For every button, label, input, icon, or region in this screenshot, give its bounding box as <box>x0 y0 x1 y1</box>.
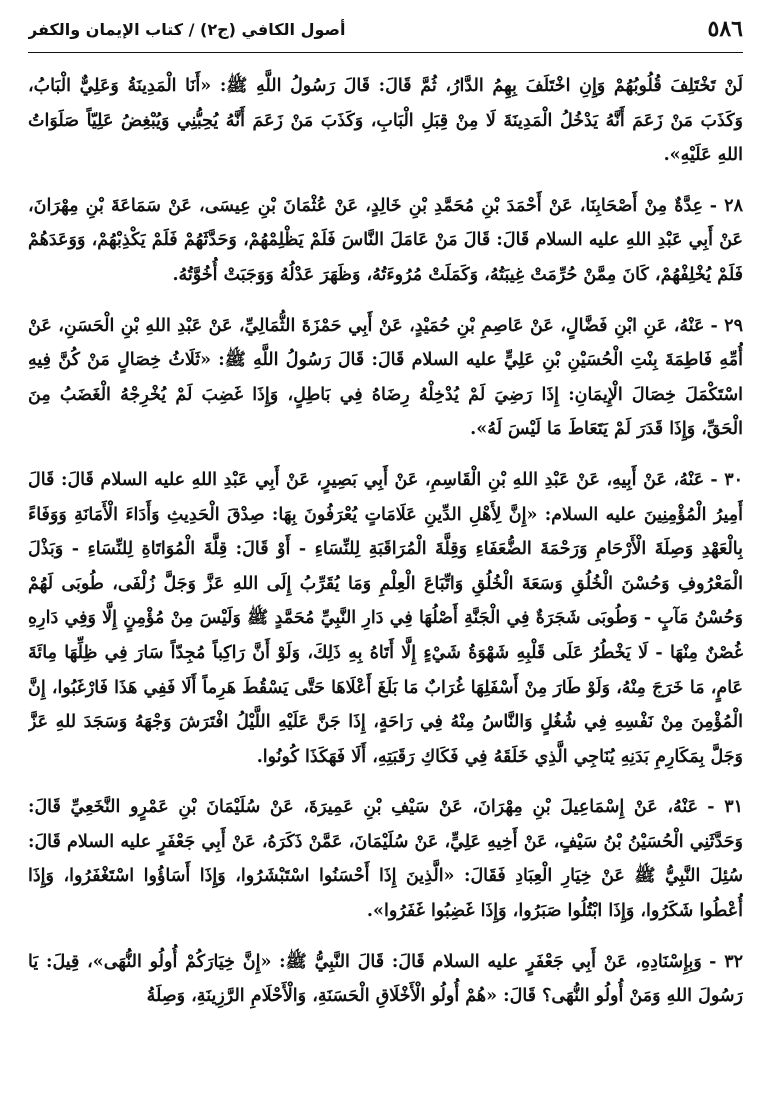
hadith-number: ٣٠ - <box>710 469 743 490</box>
hadith-28 <box>28 189 743 293</box>
book-page <box>28 8 743 1108</box>
hadith-31 <box>28 790 743 928</box>
paragraph-text: وَبِإِسْنَادِهِ، عَنْ أَبِي جَعْفَرٍ عليه السلام قَالَ: قَالَ النَّبِيُّ ﷺ: «إِنَّ خِيَارَكُمْ أُولُو النُّهَى»، قِيلَ: يَا رَسُولَ اللهِ وَمَنْ أُولُو النُّهَى؟ قَالَ: «هُمْ أُولُو الْأَخْلَاقِ الْحَسَنَةِ، وَالْأَحْلَامِ الرَّزِينَةِ، وَصِلَةُ <box>28 951 743 1007</box>
hadith-30 <box>28 463 743 774</box>
paragraph-text: لَنْ تَخْتَلِفَ قُلُوبُهُمْ وَإِنِ اخْتَلَفَ بِهِمُ الدَّارُ، ثُمَّ قَالَ: قَالَ رَسُولُ اللَّهِ ﷺ: «أَنَا الْمَدِينَةُ وَعَلِيٌّ الْبَابُ، وَكَذَبَ مَنْ زَعَمَ أَنَّهُ يَدْخُلُ الْمَدِينَةَ لَا مِنْ قِبَلِ الْبَابِ، وَكَذَبَ مَنْ زَعَمَ أَنَّهُ يُحِبُّنِي وَيُبْغِضُ عَلِيّاً صَلَوَاتُ اللهِ عَلَيْهِ». <box>28 76 743 166</box>
paragraph-text: عَنْهُ، عَنْ إِسْمَاعِيلَ بْنِ مِهْرَانَ، عَنْ سَيْفِ بْنِ عَمِيرَةَ، عَنْ سُلَيْمَانَ بْنِ عَمْرٍو النَّخَعِيِّ قَالَ: وَحَدَّثَنِي الْحُسَيْنُ بْنُ سَيْفٍ، عَنْ أَخِيهِ عَلِيٍّ، عَنْ سُلَيْمَانَ، عَمَّنْ ذَكَرَهُ، عَنْ أَبِي جَعْفَرٍ عليه السلام قَالَ: سُئِلَ النَّبِيُّ ﷺ عَنْ خِيَارِ الْعِبَادِ فَقَالَ: «الَّذِينَ إِذَا أَحْسَنُوا اسْتَبْشَرُوا، وَإِذَا أَسَاؤُوا اسْتَغْفَرُوا، وَإِذَا أُعْطُوا شَكَرُوا، وَإِذَا ابْتُلُوا صَبَرُوا، وَإِذَا غَضِبُوا غَفَرُوا». <box>28 797 743 922</box>
page-number: ٥٨٦ <box>707 16 743 42</box>
running-title: أصول الكافي (ج٢) / كتاب الإيمان والكفر <box>28 20 346 39</box>
hadith-32 <box>28 945 743 1014</box>
hadith-29 <box>28 309 743 447</box>
hadith-number: ٢٩ - <box>710 315 743 336</box>
paragraph-continuation <box>28 69 743 173</box>
paragraph-text: عِدَّةٌ مِنْ أَصْحَابِنَا، عَنْ أَحْمَدَ بْنِ مُحَمَّدِ بْنِ خَالِدٍ، عَنْ عُثْمَانَ بْنِ عِيسَى، عَنْ سَمَاعَةَ بْنِ مِهْرَانَ، عَنْ أَبِي عَبْدِ اللهِ عليه السلام قَالَ: قَالَ مَنْ عَامَلَ النَّاسَ فَلَمْ يَظْلِمْهُمْ، وَحَدَّثَهُمْ فَلَمْ يَكْذِبْهُمْ، وَوَعَدَهُمْ فَلَمْ يُخْلِفْهُمْ، كَانَ مِمَّنْ حُرِّمَتْ غِيبَتُهُ، وَكَمَلَتْ مُرُوءَتُهُ، وَظَهَرَ عَدْلُهُ وَوَجَبَتْ أُخُوَّتُهُ. <box>28 195 743 285</box>
page-body <box>28 69 743 1014</box>
paragraph-text: عَنْهُ، عَنْ أَبِيهِ، عَنْ عَبْدِ اللهِ بْنِ الْقَاسِمِ، عَنْ أَبِي بَصِيرٍ، عَنْ أَبِي عَبْدِ اللهِ عليه السلام قَالَ: قَالَ أَمِيرُ الْمُؤْمِنِينَ عليه السلام: «إِنَّ لِأَهْلِ الدِّينِ عَلَامَاتٍ يُعْرَفُونَ بِهَا: صِدْقَ الْحَدِيثِ وَأَدَاءَ الْأَمَانَةِ وَوَفَاءً بِالْعَهْدِ وَصِلَةَ الْأَرْحَامِ وَرَحْمَةَ الضُّعَفَاءِ وَقِلَّةَ الْمُرَاقَبَةِ لِلنِّسَاءِ - أَوْ قَالَ: قِلَّةَ الْمُوَاتَاةِ لِلنِّسَاءِ - وَبَذْلَ الْمَعْرُوفِ وَحُسْنَ الْخُلُقِ وَسَعَةَ الْخُلُقِ وَاتِّبَاعَ الْعِلْمِ وَمَا يُقَرِّبُ إِلَى اللهِ عَزَّ وَجَلَّ زُلْفَى، طُوبَى لَهُمْ وَحُسْنُ مَآبٍ - وَطُوبَى شَجَرَةٌ فِي الْجَنَّةِ أَصْلُهَا فِي دَارِ النَّبِيِّ مُحَمَّدٍ ﷺ وَلَيْسَ مِنْ مُؤْمِنٍ إِلَّا وَفِي دَارِهِ غُصْنٌ مِنْهَا - لَا يَخْطُرُ عَلَى قَلْبِهِ شَهْوَةُ شَيْءٍ إِلَّا أَتَاهُ بِهِ ذَلِكَ، وَلَوْ أَنَّ رَاكِباً مُجِدّاً سَارَ فِي ظِلِّهَا مِائَةَ عَامٍ، مَا خَرَجَ مِنْهُ، وَلَوْ طَارَ مِنْ أَسْفَلِهَا غُرَابٌ مَا بَلَغَ أَعْلَاهَا حَتَّى يَسْقُطَ هَرِماً أَلَا فَفِي هَذَا فَارْغَبُوا، إِنَّ الْمُؤْمِنَ مِنْ نَفْسِهِ فِي شُغُلٍ وَالنَّاسُ مِنْهُ فِي رَاحَةٍ، إِذَا جَنَّ عَلَيْهِ اللَّيْلُ افْتَرَشَ وَجْهَهُ وَسَجَدَ للهِ عَزَّ وَجَلَّ بِمَكَارِمِ بَدَنِهِ يُنَاجِي الَّذِي خَلَقَهُ فِي فَكَاكِ رَقَبَتِهِ، أَلَا فَهَكَذَا كُونُوا. <box>28 469 743 767</box>
paragraph-text: عَنْهُ، عَنِ ابْنِ فَضَّالٍ، عَنْ عَاصِمِ بْنِ حُمَيْدٍ، عَنْ أَبِي حَمْزَةَ الثُّمَالِيِّ، عَنْ عَبْدِ اللهِ بْنِ الْحَسَنِ، عَنْ أُمِّهِ فَاطِمَةَ بِنْتِ الْحُسَيْنِ بْنِ عَلِيٍّ عليه السلام قَالَ: قَالَ رَسُولُ اللَّهِ ﷺ: «ثَلَاثُ خِصَالٍ مَنْ كُنَّ فِيهِ اسْتَكْمَلَ خِصَالَ الْإِيمَانِ: إِذَا رَضِيَ لَمْ يُدْخِلْهُ رِضَاهُ فِي بَاطِلٍ، وَإِذَا غَضِبَ لَمْ يُخْرِجْهُ الْغَضَبُ مِنَ الْحَقِّ، وَإِذَا قَدَرَ لَمْ يَتَعَاطَ مَا لَيْسَ لَهُ». <box>28 315 743 440</box>
hadith-number: ٣١ - <box>707 797 743 818</box>
hadith-number: ٣٢ - <box>709 951 743 972</box>
page-header <box>28 8 743 53</box>
hadith-number: ٢٨ - <box>709 195 743 216</box>
